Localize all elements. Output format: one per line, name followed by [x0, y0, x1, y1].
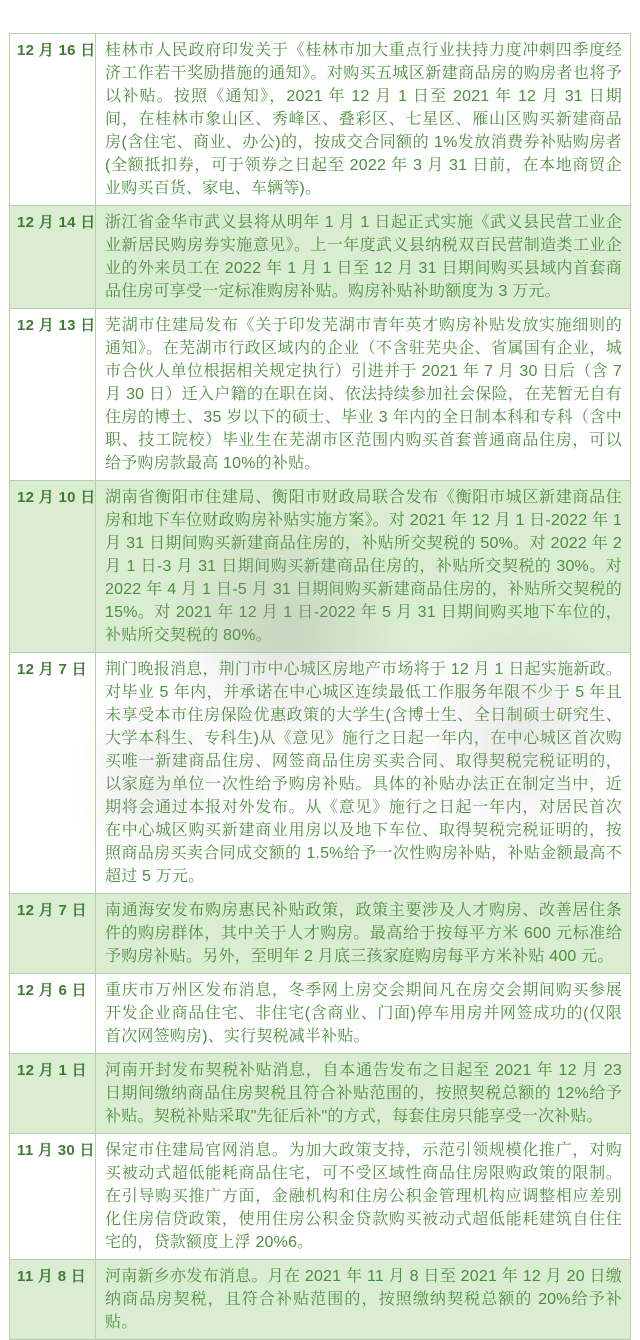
table-row: [10, 309, 631, 481]
policy-content-cell: 浙江省金华市武义县将从明年 1 月 1 日起正式实施《武义县民营工业企业新居民购房券实施意见》。上一年度武义县纳税双百民营制造类工业企业的外来员工在 2022 年 1 月 1 日至 12 月 31 日期间购买县域内首套商品住房可享受一定标准购房补贴。购房补贴补助额度为 3 万元。: [96, 206, 631, 309]
table-row: [10, 206, 631, 309]
policy-content-cell: 南通海安发布购房惠民补贴政策，政策主要涉及人才购房、改善居住条 件的购房群体，其中关于人才购房。最高给于按每平方米 600 元标准给予购房补贴。另外，至明年 2 月底三孩家庭购房每平方米补贴 400 元。: [96, 894, 631, 974]
date-cell: 12 月 6 日: [10, 974, 96, 1054]
table-row: [10, 894, 631, 974]
table-row: [10, 653, 631, 894]
policy-content-cell: 保定市住建局官网消息。为加大政策支持，示范引领规模化推广，对购 买被动式超低能耗商品住宅，可不受区域性商品住房限购政策的限制。在引导购买推广方面，金融机构和住房公积金管理机构应调整相应差别化住房信贷政策，使用住房公积金贷款购买被动式超低能耗建筑自住住宅的，贷款额度上浮 20%6。: [96, 1134, 631, 1260]
policy-content-cell: 湖南省衡阳市住建局、衡阳市财政局联合发布《衡阳市城区新建商品住房和地下车位财政购房补贴实施方案》。对 2021 年 12 月 1 日-2022 年 1 月 31 日期间购买新建商品住房的，补贴所交契税的 50%。对 2022 年 2 月 1 日-3 月 31 日期间购买新建商品住房的，补贴所交契税的 30%。对 2022 年 4 月 1 日-5 月 31 日期间购买新建商品住房的，补贴所交契税的 15%。对 2021 年 12 月 1 日-2022 年 5 月 31 日期间购买地下车位的，补贴所交契税的 80%。: [96, 481, 631, 653]
table-row: [10, 1260, 631, 1340]
date-cell: 12 月 14 日: [10, 206, 96, 309]
policy-content-cell: 重庆市万州区发布消息，冬季网上房交会期间凡在房交会期间购买参展开发企业商品住宅、非住宅(含商业、门面)停车用房并网签成功的(仅限首次网签购房)、实行契税减半补贴。: [96, 974, 631, 1054]
table-row: [10, 1134, 631, 1260]
table-row: [10, 481, 631, 653]
date-cell: 12 月 7 日: [10, 894, 96, 974]
policy-content-cell: 荆门晚报消息，荆门市中心城区房地产市场将于 12 月 1 日起实施新政。 对毕业 5 年内，并承诺在中心城区连续最低工作服务年限不少于 5 年且未享受本市住房保险优惠政策的大学生(含博士生、全日制硕士研究生、大学本科生、专科生)从《意见》施行之日起一年内，在中心城区首次购买唯一新建商品住房、网签商品住房买卖合同、取得契税完税证明的，以家庭为单位一次性给予购房补贴。具体的补贴办法正在制定当中，近期将会通过本报对外发布。从《意见》施行之日起一年内，对居民首次在中心城区购买新建商业用房以及地下车位、取得契税完税证明的，按照商品房买卖合同成交额的 1.5%给予一次性购房补贴，补贴金额最高不超过 5 万元。: [96, 653, 631, 894]
table-row: [10, 974, 631, 1054]
date-cell: 12 月 7 日: [10, 653, 96, 894]
policy-news-table-wrap: [0, 33, 640, 1340]
date-cell: 12 月 10 日: [10, 481, 96, 653]
date-cell: 12 月 13 日: [10, 309, 96, 481]
policy-content-cell: 桂林市人民政府印发关于《桂林市加大重点行业扶持力度冲刺四季度经济工作若干奖励措施的通知》。对购买五城区新建商品房的购房者也将予以补贴。按照《通知》，2021 年 12 月 1 日至 2021 年 12 月 31 日期间，在桂林市象山区、秀峰区、叠彩区、七星区、雁山区购买新建商品房(含住宅、商业、办公)的，按成交合同额的 1%发放消费券补贴购房者(全额抵扣券，可于领券之日起至 2022 年 3 月 31 日前，在本地商贸企业购买百货、家电、车辆等)。: [96, 34, 631, 206]
table-row: [10, 34, 631, 206]
policy-content-cell: 芜湖市住建局发布《关于印发芜湖市青年英才购房补贴发放实施细则的通知》。在芜湖市行政区域内的企业（不含驻芜央企、省属国有企业，城市合伙人单位根据相关规定执行）引进并于 2021 年 7 月 30 日后（含 7 月 30 日）迁入户籍的在职在岗、依法持续参加社会保险，在芜暂无自有住房的博士、35 岁以下的硕士、毕业 3 年内的全日制本科和专科（含中职、技工院校）毕业生在芜湖市区范围内购买首套普通商品住房，可以给予购房款最高 10%的补贴。: [96, 309, 631, 481]
date-cell: 11 月 30 日: [10, 1134, 96, 1260]
table-row: [10, 1054, 631, 1134]
policy-news-table: [9, 33, 631, 1340]
policy-content-cell: 河南新乡亦发布消息。月在 2021 年 11 月 8 日至 2021 年 12 月 20 日缴 纳商品房契税，且符合补贴范围的，按照缴纳契税总额的 20%给予补贴。: [96, 1260, 631, 1340]
policy-table-body: [10, 34, 631, 1340]
date-cell: 12 月 16 日: [10, 34, 96, 206]
date-cell: 12 月 1 日: [10, 1054, 96, 1134]
date-cell: 11 月 8 日: [10, 1260, 96, 1340]
policy-content-cell: 河南开封发布契税补贴消息，自本通告发布之日起至 2021 年 12 月 23 日期间缴纳商品住房契税且符合补贴范围的，按照契税总额的 12%给予补贴。契税补贴采取"先征后补"的方式，每套住房只能享受一次补贴。: [96, 1054, 631, 1134]
